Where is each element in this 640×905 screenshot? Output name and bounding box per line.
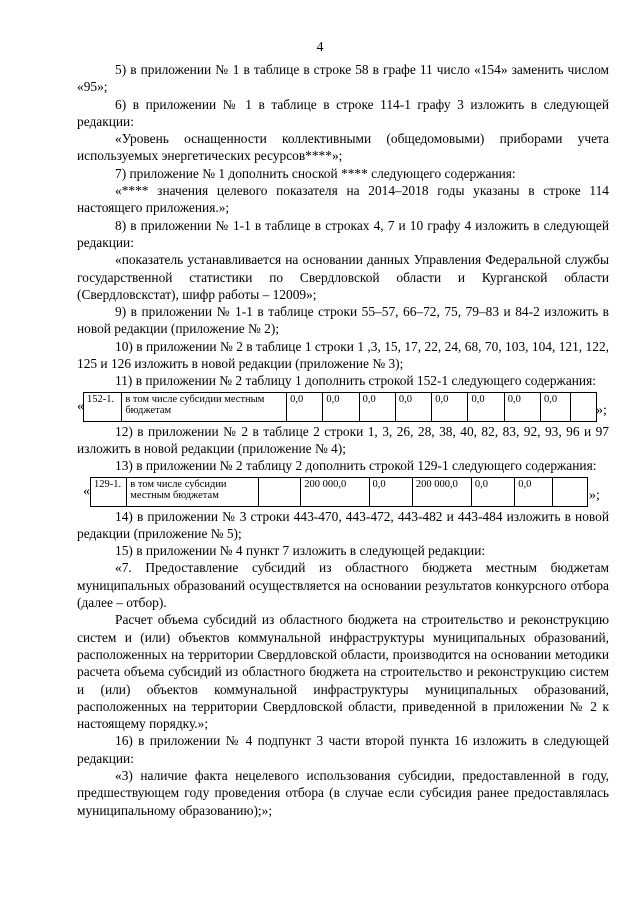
paragraph: 14) в приложении № 3 строки 443-470, 443-472, 443-482 и 443-484 изложить в новой редакции (приложение № 5);	[77, 508, 609, 541]
paragraph: 5) в приложении № 1 в таблице в строке 58 в графе 11 число «154» заменить числом «95»;	[77, 62, 609, 95]
row-number-cell: 152-1.	[84, 392, 122, 421]
row-number-cell: 129-1.	[91, 477, 127, 506]
document-body	[77, 61, 609, 819]
value-cell: 0,0	[369, 477, 412, 506]
paragraph: 12) в приложении № 2 в таблице 2 строки 1, 3, 26, 28, 38, 40, 82, 83, 92, 93, 96 и 97 изложить в новой редакции (приложение № 4);	[77, 423, 609, 456]
value-cell: 0,0	[468, 392, 504, 421]
paragraph: 16) в приложении № 4 подпункт 3 части второй пункта 16 изложить в следующей редакции:	[77, 733, 609, 766]
table-152-1	[83, 392, 597, 422]
value-cell: 200 000,0	[301, 477, 369, 506]
close-quote: »;	[589, 487, 600, 503]
open-quote: «	[77, 398, 84, 414]
empty-cell	[571, 392, 597, 421]
paragraph: 8) в приложении № 1-1 в таблице в строках 4, 7 и 10 графу 4 изложить в следующей редакции:	[77, 217, 609, 250]
open-quote: «	[83, 483, 90, 499]
inserted-row-table-1	[77, 392, 609, 422]
paragraph: «3) наличие факта нецелевого использования субсидии, предоставленной в году, предшествующем году проведения отбора (в случае если субсидия ранее предоставлялась муниципальному образованию);»;	[77, 767, 609, 818]
table-row	[91, 477, 588, 506]
paragraph: 7) приложение № 1 дополнить сноской **** следующего содержания:	[115, 165, 516, 181]
paragraph: 11) в приложении № 2 таблицу 1 дополнить строкой 152-1 следующего содержания:	[115, 373, 596, 389]
paragraph: Расчет объема субсидий из областного бюджета на строительство и реконструкцию систем и (или) объектов коммунальной инфраструктуры муниципальных образований, расположенных на территории Свердловской области, производится на основании методики расчета объема субсидий из областного бюджета на строительство и реконструкцию систем и (или) объектов коммунальной инфраструктуры муниципальных образований, расположенных на территории Свердловской области, приведенной в приложении № 2 к настоящему порядку.»;	[77, 612, 609, 732]
value-cell: 0,0	[359, 392, 395, 421]
label-cell: в том числе субсидии местным бюджетам	[127, 477, 258, 506]
paragraph: 13) в приложении № 2 таблицу 2 дополнить строкой 129-1 следующего содержания:	[115, 458, 597, 474]
empty-cell	[552, 477, 587, 506]
value-cell: 0,0	[432, 392, 468, 421]
paragraph: «показатель устанавливается на основании данных Управления Федеральной службы государственной статистики по Свердловской области и Курганской области (Свердловскстат), шифр работы – 12009»;	[77, 252, 609, 302]
paragraph: «**** значения целевого показателя на 2014–2018 годы указаны в строке 114 настоящего приложения.»;	[77, 183, 609, 216]
value-cell: 0,0	[395, 392, 431, 421]
paragraph: 10) в приложении № 2 в таблице 1 строки 1 ,3, 15, 17, 22, 24, 68, 70, 103, 104, 121, 122, 125 и 126 изложить в новой редакции (приложение № 3);	[77, 338, 609, 372]
value-cell: 200 000,0	[412, 477, 471, 506]
value-cell: 0,0	[515, 477, 553, 506]
paragraph: 15) в приложении № 4 пункт 7 изложить в следующей редакции:	[115, 543, 486, 559]
value-cell: 0,0	[287, 392, 323, 421]
value-cell: 0,0	[471, 477, 514, 506]
paragraph: 9) в приложении № 1-1 в таблице строки 55–57, 66–72, 75, 79–83 и 84-2 изложить в новой редакции (приложение № 2);	[77, 304, 609, 337]
empty-cell	[258, 477, 300, 506]
paragraph: 6) в приложении № 1 в таблице в строке 114-1 графу 3 изложить в следующей редакции:	[77, 96, 609, 129]
table-row	[84, 392, 597, 421]
page-number: 4	[316, 40, 324, 55]
label-cell: в том числе субсидии местным бюджетам	[122, 392, 287, 421]
value-cell: 0,0	[504, 392, 540, 421]
paragraph: «7. Предоставление субсидий из областного бюджета местным бюджетам муниципальных образований осуществляется на основании результатов конкурсного отбора (далее – отбор).	[77, 560, 609, 611]
inserted-row-table-2	[77, 477, 609, 507]
close-quote: »;	[596, 402, 607, 418]
value-cell: 0,0	[540, 392, 570, 421]
paragraph: «Уровень оснащенности коллективными (общедомовыми) приборами учета используемых энергетических ресурсов****»;	[77, 131, 609, 164]
value-cell: 0,0	[323, 392, 359, 421]
table-129-1	[90, 477, 588, 507]
